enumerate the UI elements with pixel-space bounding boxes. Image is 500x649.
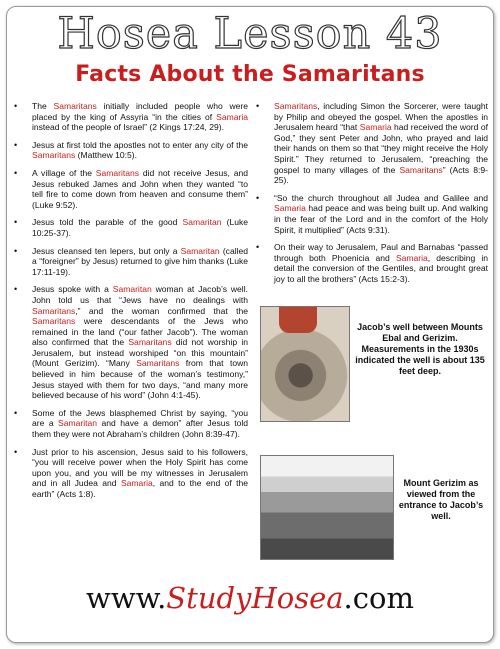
bullet-item [12,408,248,440]
highlight-term: Samaritan [180,245,220,256]
bullet-text: ,” and the woman confirmed that the [75,305,248,316]
page-title: Hosea Lesson 43 [57,9,443,59]
bullet-item [12,168,248,210]
url-suffix: .com [343,581,414,615]
bullet-text: were descendants of the Jews who remained in the land (“our father Jacob”). The woman also confirmed that the [32,316,248,348]
highlight-term: Samaria [395,252,428,263]
bullet-item [12,447,248,500]
highlight-term: Samaria [216,111,248,122]
bullet-text: A village of the [32,167,96,178]
highlight-term: Samaria [274,203,306,214]
mount-gerizim-photo [260,455,394,560]
bullet-text: did not worship in Jerusalem, but instead worshiped “on this mountain” (Mount Gerizim). “Many [32,337,248,369]
bullet-text: from that town believed in him because of the woman’s testimony,” Jesus stayed with them for two days, “and many more believed because of his word” (John 4:1-45). [32,358,248,401]
website-url[interactable] [0,580,500,616]
right-bullet-list [254,101,488,292]
bullet-text: , describing in detail the conversion of the Gentiles, and brought great joy to all the brothers” (Acts 15:2-3). [274,252,489,284]
page-subtitle: Facts About the Samaritans [75,62,425,87]
bullet-item [12,217,248,238]
bullet-text: , including Simon the Sorcerer, were taught by Philip and obeyed the gospel. When the apostles in Jerusalem heard “that [274,101,488,133]
bullet-text: initially included people who were placed by the king of Assyria “in the cities of [32,101,248,122]
highlight-term: Samaritan [58,418,98,429]
bullet-text: did not receive Jesus, and Jesus rebuked James and John when they wanted “to tell fire to come down from heaven and consume them” (Luke 9:52). [32,167,248,210]
bullet-text: Jesus spoke with a [32,284,113,295]
highlight-term: Samaritan [182,217,222,228]
bullet-text: (Matthew 10:5). [75,150,137,161]
bullet-text: had peace and was being built up. And walking in the fear of the Lord and in the comfort of the Holy Spirit, it multiplied” (Acts 9:31). [274,203,488,235]
bullet-text: “So the church throughout all Judea and Galilee and [274,192,488,203]
highlight-term: Samaritans [136,358,180,369]
highlight-term: Samaritans [32,316,76,327]
highlight-term: Samaritans [399,164,443,175]
bullet-text: ” (Acts 8:9-25). [274,164,488,186]
highlight-term: Samaritans [32,150,76,161]
bullet-text: Some of the Jews blasphemed Christ by saying, “you are a [32,407,248,429]
highlight-term: Samaritans [32,305,76,316]
bullet-item [12,246,248,278]
bullet-text: On their way to Jerusalem, Paul and Barnabas “passed through both Phoenicia and [274,242,488,263]
highlight-term: Samaritans [128,337,172,348]
bullet-item [254,193,488,235]
bullet-text: woman at Jacob’s well. John told us that “Jews have no dealings with [32,284,248,305]
bullet-item [12,101,248,133]
highlight-term: Samaritans [95,167,140,178]
bullet-text: (Luke 10:25-37). [32,217,248,238]
bullet-text: and have a demon” after Jesus told them they were not Abraham’s children (John 8:39-47). [32,418,249,440]
bullet-text: Jesus told the parable of the good [32,217,183,228]
url-prefix: www. [86,581,167,615]
url-highlight: StudyHosea [166,581,344,615]
bullet-text: Jesus cleansed ten lepers, but only a [32,245,181,256]
bullet-text: Just prior to his ascension, Jesus said to his followers, “you will receive power when the Holy Spirit has come upon you, and you will be my witnesses in Jerusalem and in all Judea and [32,446,248,489]
bullet-text: had received the word of God,” they sent Peter and John, who prayed and laid their hands on them so that “they might receive the Holy Spirit.” They returned to Jerusalem, “preaching the gospel to many villages of the [274,122,488,175]
bullet-text: , and to the end of the earth” (Acts 1:8). [32,478,248,499]
bullet-text: instead of the people of Israel” (2 Kings 17:24, 29). [32,122,224,133]
bullet-item [254,101,488,186]
bullet-text: The [32,101,54,111]
highlight-term: Samaritan [112,284,152,295]
highlight-term: Samaritans [274,101,318,111]
left-bullet-list [12,101,248,507]
mount-gerizim-caption: Mount Gerizim as viewed from the entrance to Jacob’s well. [398,478,484,521]
bullet-item [12,284,248,401]
highlight-term: Samaritans [53,101,97,111]
jacobs-well-photo [260,306,350,422]
bullet-item [12,140,248,161]
bullet-item [254,242,488,284]
highlight-term: Samaria [120,478,153,489]
highlight-term: Samaria [359,122,392,133]
jacobs-well-caption: Jacob’s well between Mounts Ebal and Gerizim. Measurements in the 1930s indicated the well is about 135 feet deep. [355,322,485,376]
bullet-text: Jesus at first told the apostles not to enter any city of the [32,139,248,150]
bullet-text: (called a “foreigner” by Jesus) returned to give him thanks (Luke 17:11-19). [32,245,248,277]
